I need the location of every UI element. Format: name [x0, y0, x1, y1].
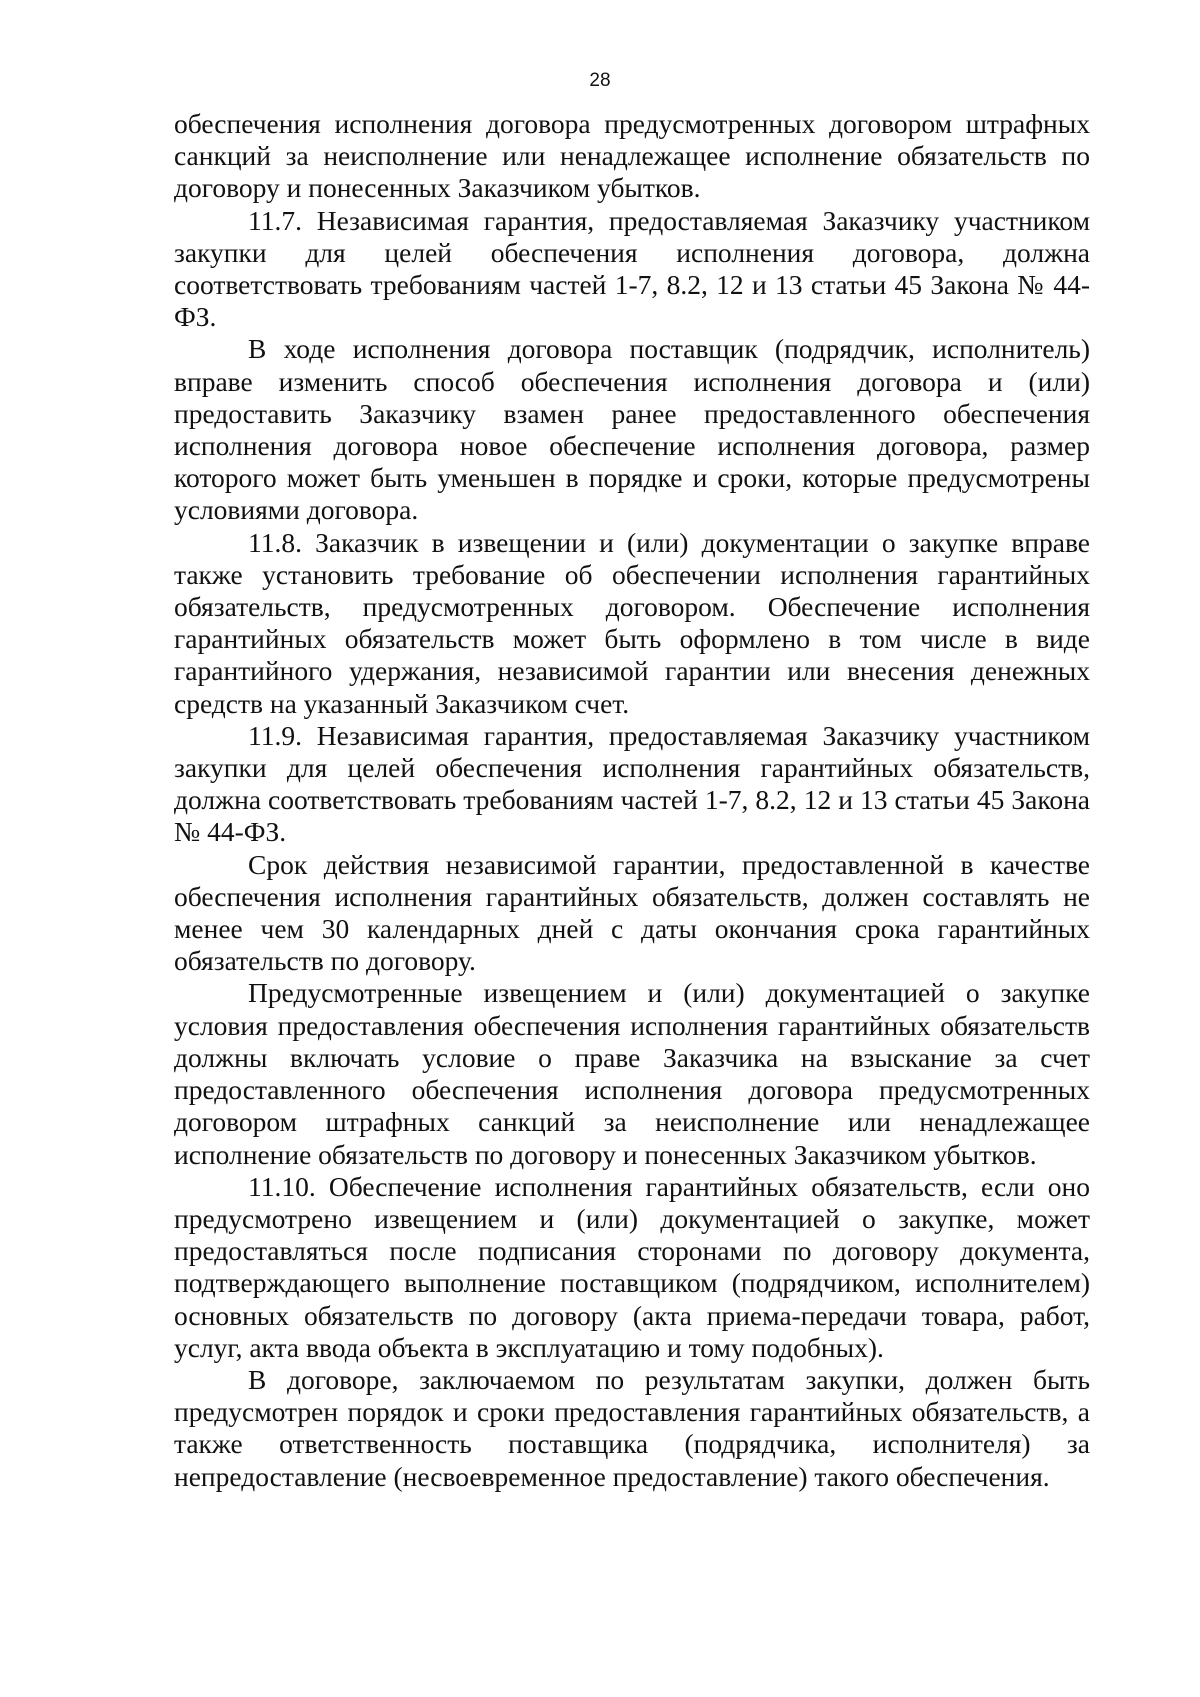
paragraph-conditions: Предусмотренные извещением и (или) документацией о закупке условия предоставления обеспечения исполнения гарантийных обязательств должны включать условие о праве Заказчика на взыскание за счет предоставленного обеспечения исполнения договора предусмотренных договором штрафных санкций за неисполнение или ненадлежащее исполнение обязательств по договору и понесенных Заказчиком убытков. — [174, 977, 1090, 1170]
paragraph-continuation: обеспечения исполнения договора предусмотренных договором штрафных санкций за неисполнение или ненадлежащее исполнение обязательств по договору и понесенных Заказчиком убытков. — [174, 108, 1090, 204]
paragraph-11-8: 11.8. Заказчик в извещении и (или) документации о закупке вправе также установить требование об обеспечении исполнения гарантийных обязательств, предусмотренных договором. Обеспечение исполнения гарантийных обязательств может быть оформлено в том числе в виде гарантийного удержания, независимой гарантии или внесения денежных средств на указанный Заказчиком счет. — [174, 526, 1090, 719]
paragraph-change-security: В ходе исполнения договора поставщик (подрядчик, исполнитель) вправе изменить способ обеспечения исполнения договора и (или) предоставить Заказчику взамен ранее предоставленного обеспечения исполнения договора новое обеспечение исполнения договора, размер которого может быть уменьшен в порядке и сроки, которые предусмотрены условиями договора. — [174, 333, 1090, 526]
paragraph-11-9: 11.9. Независимая гарантия, предоставляемая Заказчику участником закупки для целей обеспечения исполнения гарантийных обязательств, должна соответствовать требованиям частей 1-7, 8.2, 12 и 13 статьи 45 Закона № 44-ФЗ. — [174, 719, 1090, 848]
paragraph-11-7: 11.7. Независимая гарантия, предоставляемая Заказчику участником закупки для целей обеспечения исполнения договора, должна соответствовать требованиям частей 1-7, 8.2, 12 и 13 статьи 45 Закона № 44-ФЗ. — [174, 204, 1090, 333]
paragraph-11-10: 11.10. Обеспечение исполнения гарантийных обязательств, если оно предусмотрено извещением и (или) документацией о закупке, может предоставляться после подписания сторонами по договору документа, подтверждающего выполнение поставщиком (подрядчиком, исполнителем) основных обязательств по договору (акта приема-передачи товара, работ, услуг, акта ввода объекта в эксплуатацию и тому подобных). — [174, 1170, 1090, 1363]
paragraph-contract-terms: В договоре, заключаемом по результатам закупки, должен быть предусмотрен порядок и сроки предоставления гарантийных обязательств, а также ответственность поставщика (подрядчика, исполнителя) за непредоставление (несвоевременное предоставление) такого обеспечения. — [174, 1363, 1090, 1492]
page-number: 28 — [589, 70, 611, 91]
paragraph-guarantee-term: Срок действия независимой гарантии, предоставленной в качестве обеспечения исполнения гарантийных обязательств, должен составлять не менее чем 30 календарных дней с даты окончания срока гарантийных обязательств по договору. — [174, 848, 1090, 977]
document-body — [174, 108, 1090, 1493]
